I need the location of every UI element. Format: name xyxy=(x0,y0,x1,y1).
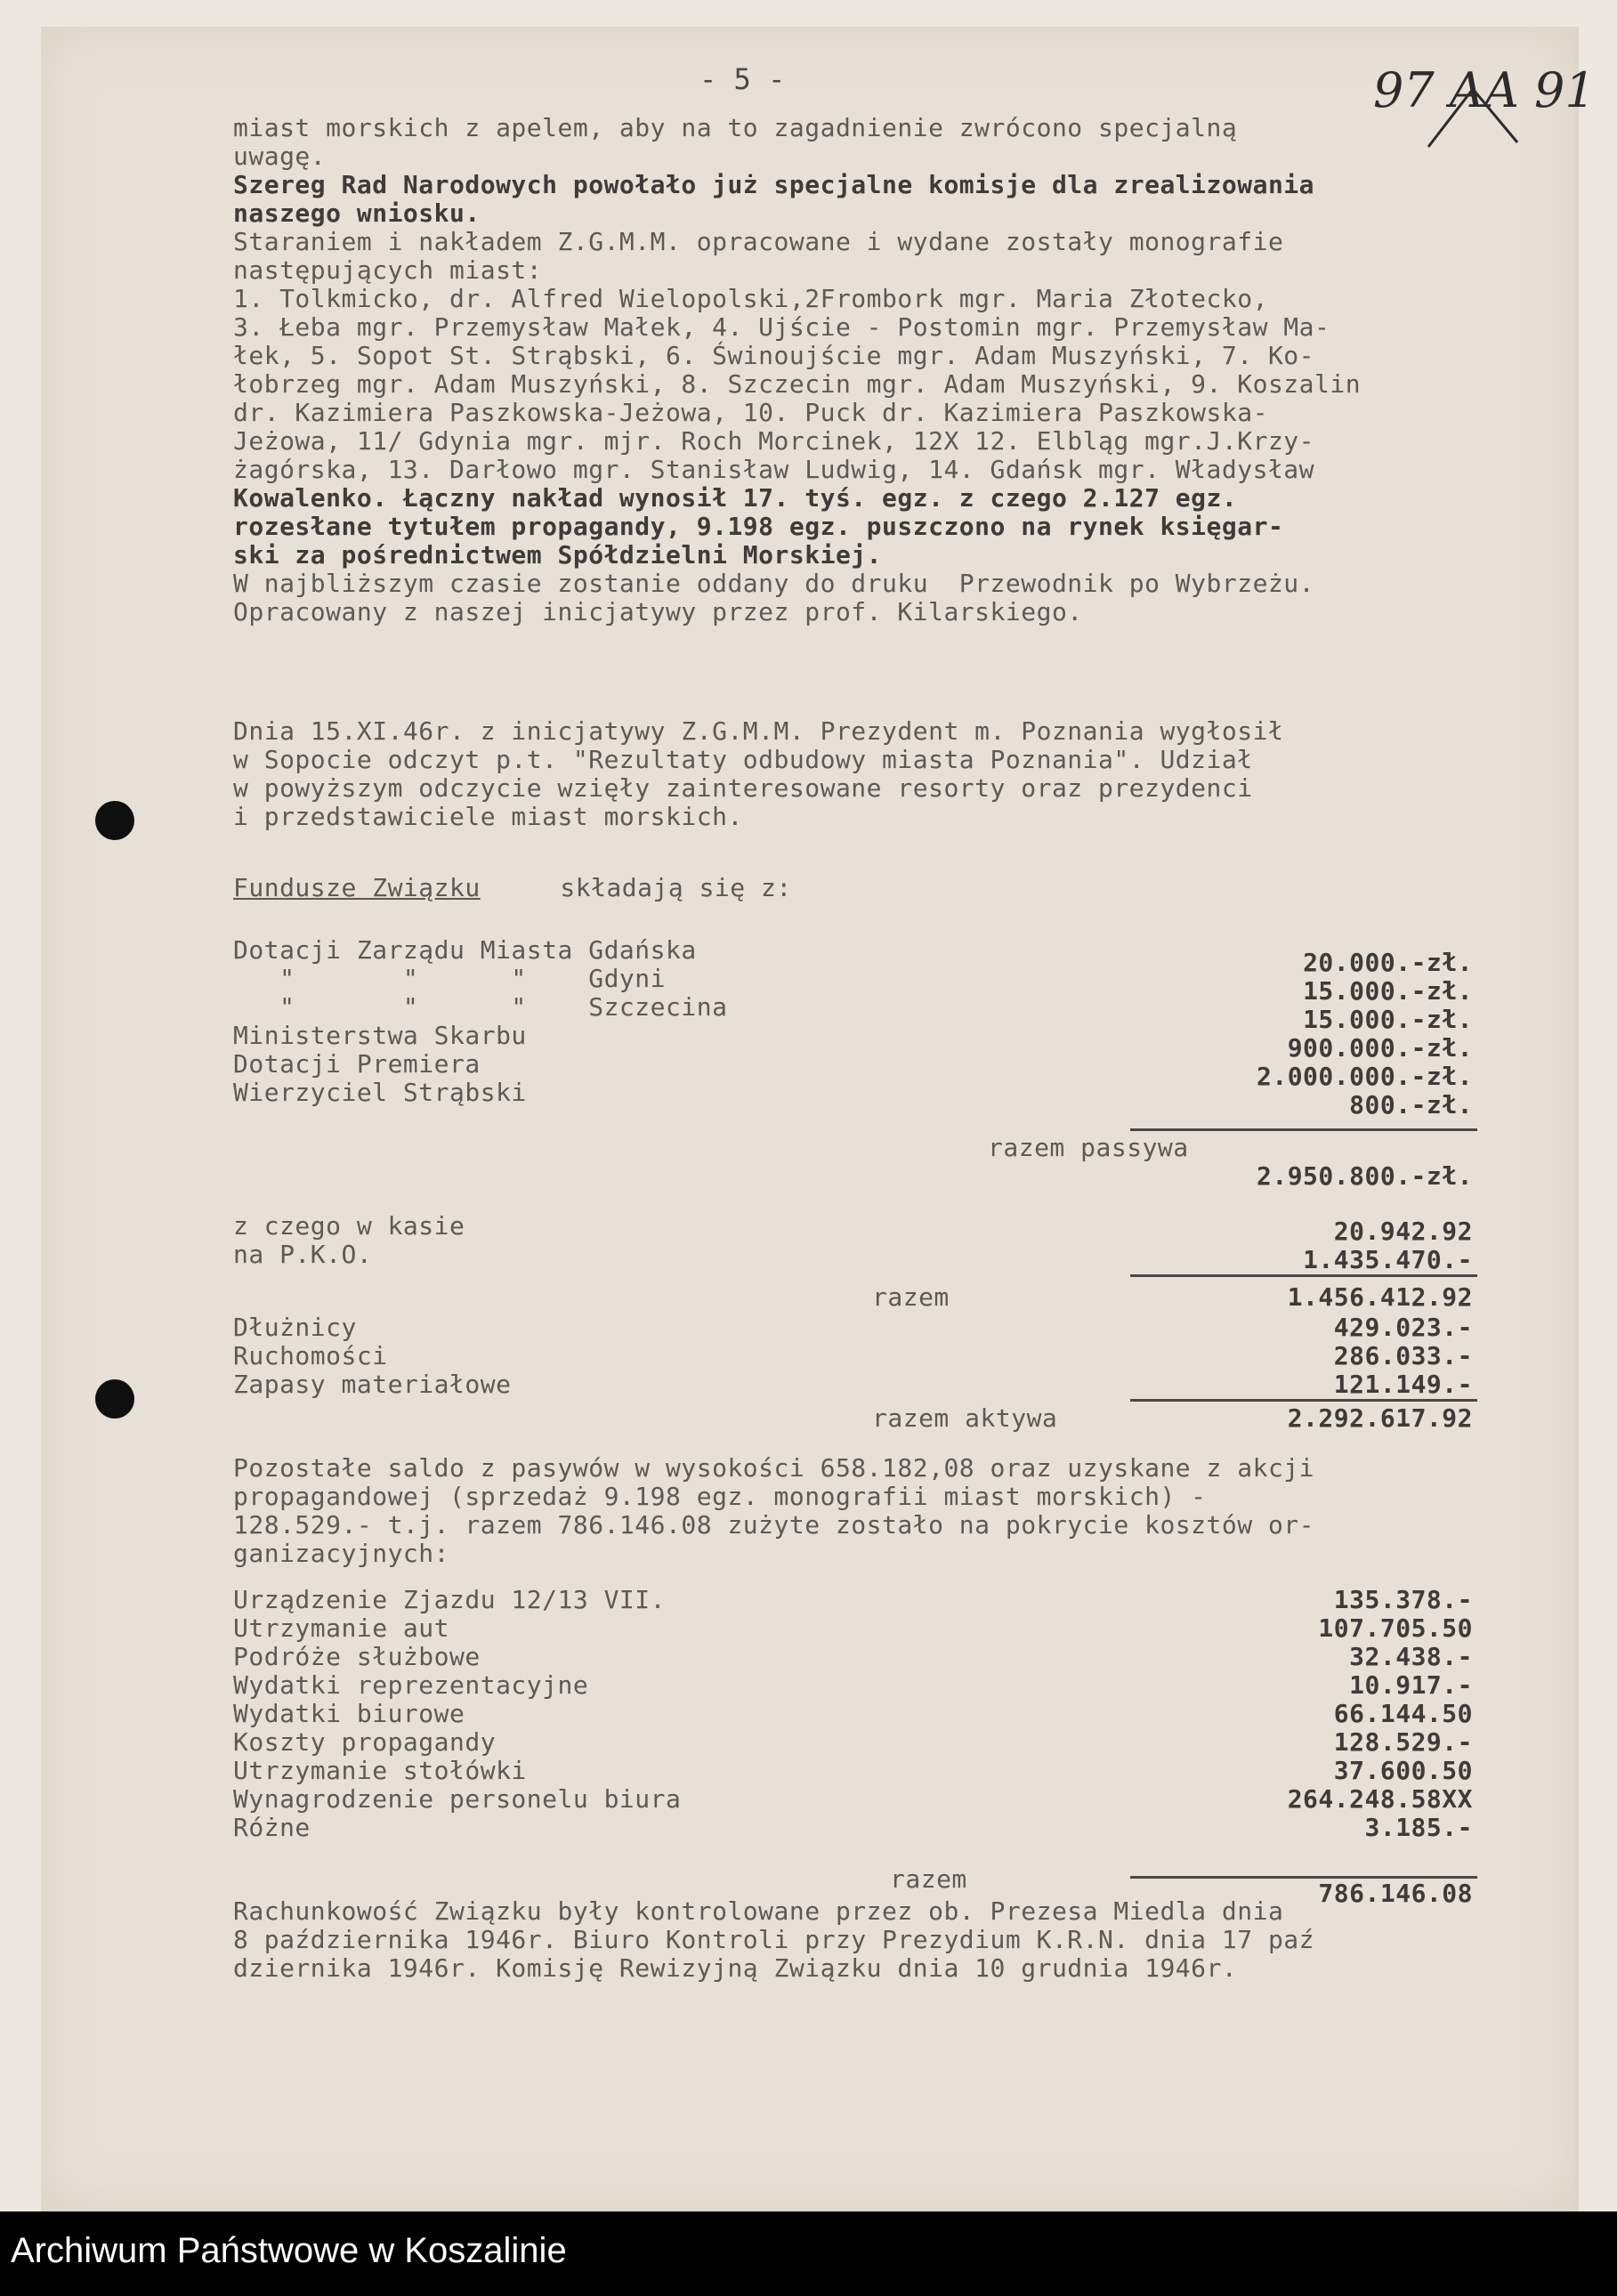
balance-line: ganizacyjnych: xyxy=(233,1539,450,1568)
cost-amount: 37.600.50 xyxy=(1333,1756,1473,1785)
body-line: W najbliższym czasie zostanie oddany do druku Przewodnik po Wybrzeżu. xyxy=(233,569,1315,598)
asset-label: z czego w kasie xyxy=(233,1211,465,1241)
fund-label: Dotacji Zarządu Miasta Gdańska xyxy=(233,935,697,965)
asset-item-label: Ruchomości xyxy=(233,1341,388,1370)
cost-label: Wynagrodzenie personelu biura xyxy=(233,1784,682,1814)
fund-label: " " " Gdyni xyxy=(233,964,667,993)
cost-label: Utrzymanie aut xyxy=(233,1613,450,1643)
asset-amount: 20.942.92 xyxy=(1333,1217,1473,1246)
asset-item-amount: 121.149.- xyxy=(1333,1370,1473,1399)
archive-name: Archiwum Państwowe w Koszalinie xyxy=(11,2231,567,2270)
funds-total-amount: 2.950.800.-zł. xyxy=(1256,1161,1473,1191)
body-line: Szereg Rad Narodowych powołało już specjalne komisje dla zrealizowania xyxy=(233,170,1315,199)
cost-label: Urządzenie Zjazdu 12/13 VII. xyxy=(233,1585,667,1614)
cost-amount: 66.144.50 xyxy=(1333,1699,1473,1728)
sum-rule xyxy=(1130,1128,1477,1131)
asset-label: na P.K.O. xyxy=(233,1240,373,1269)
cost-label: Koszty propagandy xyxy=(233,1727,497,1757)
closing-line: 8 października 1946r. Biuro Kontroli przy Prezydium K.R.N. dnia 17 paź xyxy=(233,1925,1315,1954)
funds-heading-rest: składają się z: xyxy=(545,873,792,902)
costs-total-amount: 786.146.08 xyxy=(1318,1879,1473,1908)
assets-subtotal-amount: 1.456.412.92 xyxy=(1287,1282,1473,1312)
svg-text:97 AA 91: 97 AA 91 xyxy=(1373,62,1596,118)
asset-item-amount: 429.023.- xyxy=(1333,1313,1473,1342)
body-line: dr. Kazimiera Paszkowska-Jeżowa, 10. Puck dr. Kazimiera Paszkowska- xyxy=(233,398,1268,427)
body-line: naszego wniosku. xyxy=(233,198,481,228)
archive-footer xyxy=(0,2211,1617,2296)
sum-rule xyxy=(1130,1274,1477,1277)
cost-label: Różne xyxy=(233,1813,311,1842)
closing-line: dziernika 1946r. Komisję Rewizyjną Związku dnia 10 grudnia 1946r. xyxy=(233,1953,1238,1983)
balance-line: Pozostałe saldo z pasywów w wysokości 658.182,08 oraz uzyskane z akcji xyxy=(233,1453,1315,1483)
funds-total-label: razem passywa xyxy=(988,1133,1189,1162)
fund-label: " " " Szczecina xyxy=(233,992,728,1022)
body-line: miast morskich z apelem, aby na to zagadnienie zwrócono specjalną xyxy=(233,113,1238,142)
cost-amount: 128.529.- xyxy=(1333,1727,1473,1757)
costs-total-label: razem xyxy=(890,1864,967,1894)
cost-label: Wydatki biurowe xyxy=(233,1699,465,1728)
sum-rule xyxy=(1130,1399,1477,1402)
body-line: Kowalenko. Łączny nakład wynosił 17. tyś. egz. z czego 2.127 egz. xyxy=(233,483,1238,513)
assets-subtotal-label: razem xyxy=(872,1282,950,1312)
punch-hole xyxy=(95,1379,134,1419)
body-line: 1. Tolkmicko, dr. Alfred Wielopolski,2Frombork mgr. Maria Złotecko, xyxy=(233,284,1268,313)
asset-amount: 1.435.470.- xyxy=(1303,1245,1473,1274)
body-line: uwagę. xyxy=(233,141,327,171)
cost-amount: 264.248.58XX xyxy=(1287,1784,1473,1814)
fund-label: Ministerstwa Skarbu xyxy=(233,1021,527,1050)
handwritten-archive-number xyxy=(1366,53,1596,151)
assets-total-label: razem aktywa xyxy=(872,1403,1058,1433)
body-line: łobrzeg mgr. Adam Muszyński, 8. Szczecin mgr. Adam Muszyński, 9. Koszalin xyxy=(233,369,1362,399)
balance-line: 128.529.- t.j. razem 786.146.08 zużyte zostało na pokrycie kosztów or- xyxy=(233,1510,1315,1540)
cost-amount: 3.185.- xyxy=(1364,1813,1473,1842)
fund-amount: 20.000.-zł. xyxy=(1303,948,1473,977)
balance-line: propagandowej (sprzedaż 9.198 egz. monografii miast morskich) - xyxy=(233,1482,1207,1511)
fund-amount: 2.000.000.-zł. xyxy=(1256,1062,1473,1091)
punch-hole xyxy=(95,801,134,840)
body-line: następujących miast: xyxy=(233,255,543,285)
body-line: Opracowany z naszej inicjatywy przez prof. Kilarskiego. xyxy=(233,597,1083,627)
asset-item-amount: 286.033.- xyxy=(1333,1341,1473,1370)
cost-amount: 135.378.- xyxy=(1333,1585,1473,1614)
body-line: łek, 5. Sopot St. Strąbski, 6. Świnoujście mgr. Adam Muszyński, 7. Ko- xyxy=(233,341,1315,370)
paragraph-line: w powyższym odczycie wzięły zainteresowane resorty oraz prezydenci xyxy=(233,773,1253,803)
body-line: Staraniem i nakładem Z.G.M.M. opracowane i wydane zostały monografie xyxy=(233,227,1284,256)
paragraph-line: i przedstawiciele miast morskich. xyxy=(233,802,743,831)
fund-amount: 900.000.-zł. xyxy=(1287,1033,1473,1063)
cost-amount: 32.438.- xyxy=(1349,1642,1473,1671)
assets-total-amount: 2.292.617.92 xyxy=(1287,1403,1473,1433)
page-number: - 5 - xyxy=(699,62,786,96)
asset-item-label: Dłużnicy xyxy=(233,1313,357,1342)
paragraph-line: Dnia 15.XI.46r. z inicjatywy Z.G.M.M. Prezydent m. Poznania wygłosił xyxy=(233,716,1284,746)
cost-amount: 107.705.50 xyxy=(1318,1613,1473,1643)
asset-item-label: Zapasy materiałowe xyxy=(233,1370,512,1399)
fund-amount: 15.000.-zł. xyxy=(1303,1005,1473,1034)
cost-amount: 10.917.- xyxy=(1349,1670,1473,1700)
cost-label: Wydatki reprezentacyjne xyxy=(233,1670,589,1700)
fund-amount: 15.000.-zł. xyxy=(1303,976,1473,1006)
body-line: ski za pośrednictwem Spółdzielni Morskiej. xyxy=(233,540,883,570)
fund-label: Wierzyciel Strąbski xyxy=(233,1078,527,1107)
fund-amount: 800.-zł. xyxy=(1349,1090,1473,1120)
funds-heading: Fundusze Związku xyxy=(233,873,481,902)
cost-label: Podróże służbowe xyxy=(233,1642,481,1671)
paragraph-line: w Sopocie odczyt p.t. "Rezultaty odbudowy miasta Poznania". Udział xyxy=(233,745,1253,774)
body-line: żagórska, 13. Darłowo mgr. Stanisław Ludwig, 14. Gdańsk mgr. Władysław xyxy=(233,455,1315,484)
cost-label: Utrzymanie stołówki xyxy=(233,1756,527,1785)
body-line: 3. Łeba mgr. Przemysław Małek, 4. Ujście - Postomin mgr. Przemysław Ma- xyxy=(233,312,1330,342)
body-line: Jeżowa, 11/ Gdynia mgr. mjr. Roch Morcinek, 12X 12. Elbląg mgr.J.Krzy- xyxy=(233,426,1315,456)
body-line: rozesłane tytułem propagandy, 9.198 egz. puszczono na rynek księgar- xyxy=(233,512,1284,541)
closing-line: Rachunkowość Związku były kontrolowane przez ob. Prezesa Miedla dnia xyxy=(233,1896,1284,1926)
fund-label: Dotacji Premiera xyxy=(233,1049,481,1079)
